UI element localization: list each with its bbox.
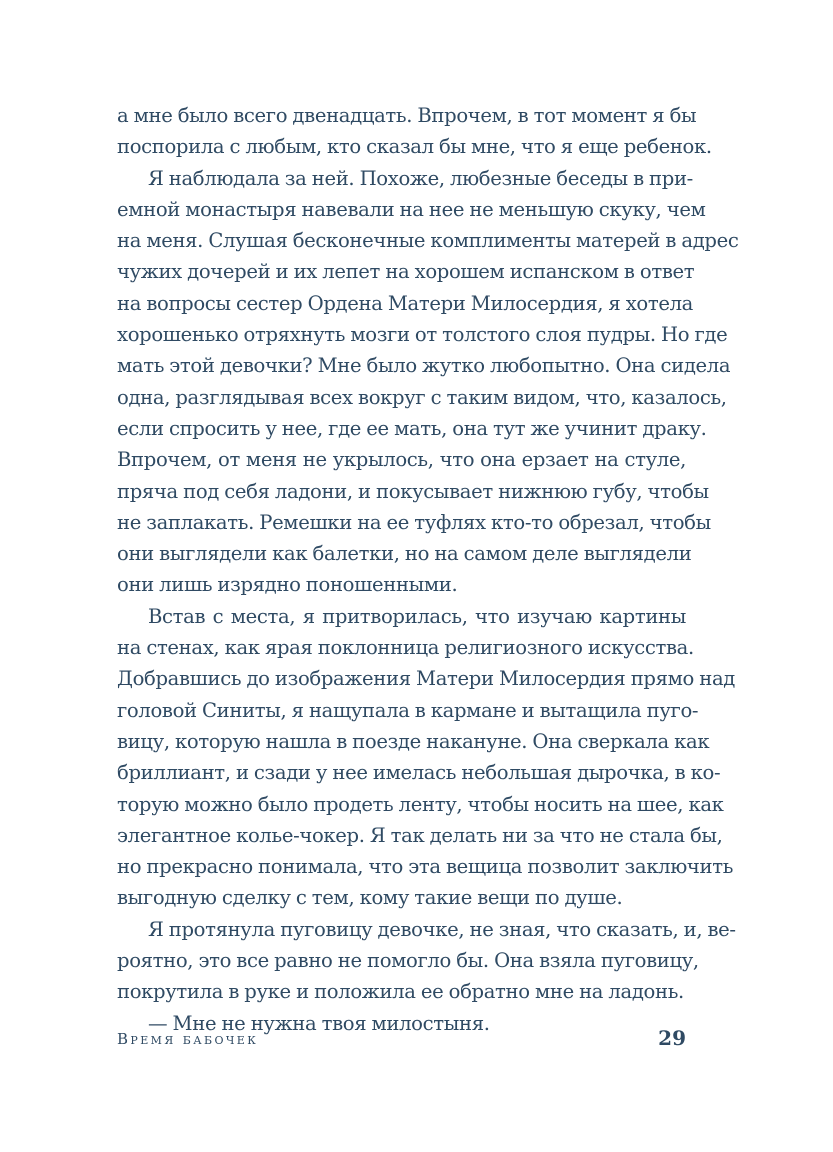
text-line: мать этой девочки? Мне было жутко любопытно. Она сидела (117, 354, 731, 378)
page-footer (117, 1028, 686, 1054)
text-line: роятно, это все равно не помогло бы. Она взяла пуговицу, (117, 949, 699, 973)
text-line: Я протянула пуговицу девочке, не зная, что сказать, и, ве- (148, 917, 736, 941)
running-title: Время бабочек (117, 1030, 259, 1048)
text-line: пряча под себя ладони, и покусывает нижнюю губу, чтобы (117, 479, 709, 503)
text-line: хорошенько отряхнуть мозги от толстого слоя пудры. Но где (117, 323, 728, 347)
page-number: 29 (658, 1026, 686, 1050)
text-line: Встав с места, я притворилась, что изучаю картины (148, 604, 686, 628)
body-text (117, 100, 739, 1039)
text-line: чужих дочерей и их лепет на хорошем испанском в ответ (117, 260, 695, 284)
text-line: — Мне не нужна твоя милостыня. (148, 1011, 490, 1035)
text-line: если спросить у нее, где ее мать, она тут же учинит драку. (117, 416, 707, 440)
text-line: выгодную сделку с тем, кому такие вещи по душе. (117, 886, 623, 910)
text-line: Я наблюдала за ней. Похоже, любезные беседы в при- (148, 166, 693, 190)
text-line: емной монастыря навевали на нее не меньшую скуку, чем (117, 197, 706, 221)
text-line: на вопросы сестер Ордена Матери Милосердия, я хотела (117, 291, 694, 315)
text-line: бриллиант, и сзади у нее имелась небольшая дырочка, в ко- (117, 761, 721, 785)
text-line: на меня. Слушая бесконечные комплименты матерей в адрес (117, 229, 739, 253)
text-line: Добравшись до изображения Матери Милосердия прямо над (117, 667, 735, 691)
text-line: а мне было всего двенадцать. Впрочем, в тот момент я бы (117, 104, 697, 127)
text-line: одна, разглядывая всех вокруг с таким видом, что, казалось, (117, 385, 727, 409)
text-line: поспорила с любым, кто сказал бы мне, что я еще ребенок. (117, 135, 712, 159)
text-line: не заплакать. Ремешки на ее туфлях кто-то обрезал, чтобы (117, 510, 711, 534)
text-line: Впрочем, от меня не укрылось, что она ерзает на стуле, (117, 448, 686, 472)
text-line: вицу, которую нашла в поезде накануне. Она сверкала как (117, 729, 710, 753)
text-line: покрутила в руке и положила ее обратно мне на ладонь. (117, 980, 684, 1004)
text-line: но прекрасно понимала, что эта вещица позволит заключить (117, 855, 734, 879)
text-line: торую можно было продеть ленту, чтобы носить на шее, как (117, 792, 724, 816)
text-line: они выглядели как балетки, но на самом деле выглядели (117, 542, 692, 566)
text-line: головой Синиты, я нащупала в кармане и вытащила пуго- (117, 698, 699, 722)
text-line: они лишь изрядно поношенными. (117, 573, 458, 597)
text-line: на стенах, как ярая поклонница религиозного искусства. (117, 636, 694, 660)
text-line: элегантное колье-чокер. Я так делать ни за что не стала бы, (117, 823, 723, 847)
